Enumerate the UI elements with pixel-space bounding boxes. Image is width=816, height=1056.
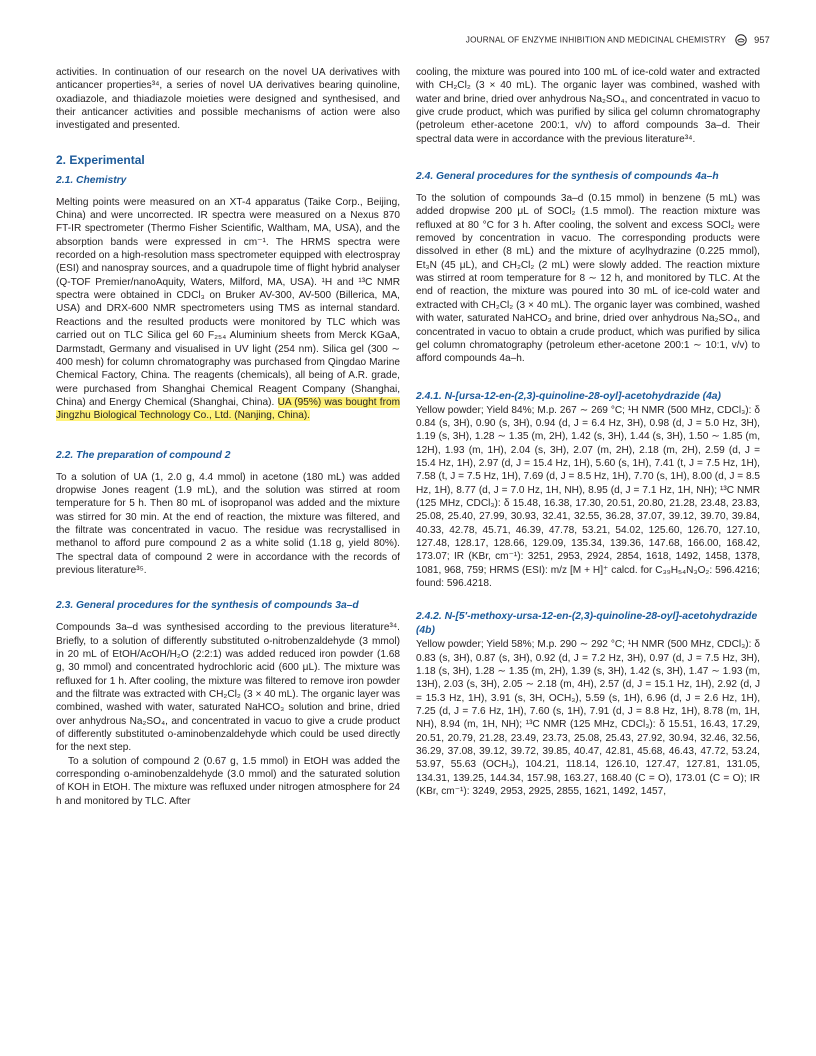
compounds-3a-d-paragraph-2: To a solution of compound 2 (0.67 g, 1.5 mmol) in EtOH was added the corresponding o-aminobenzaldehyde (3.0 mmol) and the saturated solution of KOH in EtOH. The mixture was refluxed under nitrogen atmosphere for 24 h and monitored by TLC. After bbox=[56, 755, 400, 807]
intro-paragraph: activities. In continuation of our research on the novel UA derivatives with anticancer properties³⁴, a series of novel UA derivatives bearing quinoline, oxadiazole, and thiadiazole moieties were designed and synthesised, and their anticancer activities and possible mechanisms of action were also investigated and presented. bbox=[56, 67, 400, 132]
subsection-heading-compound-2: 2.2. The preparation of compound 2 bbox=[56, 449, 231, 461]
compounds-4a-h-paragraph: To the solution of compounds 3a–d (0.15 mmol) in benzene (5 mL) was added dropwise 200 μL of SOCl₂ (1.5 mmol). The reaction mixture was refluxed at 80 °C for 3 h. After cooling, the solvent and excess SOCl₂ were removed by concentration in vacuo. The corresponding products were dissolved in ether (8 mL) and the mixture of acylhydrazine (0.225 mmol), Et₃N (45 μL), and CH₂Cl₂ (2 mL) were slowly added. The reaction mixture was stirred at room temperature for 8 ∼ 12 h, and monitored by TLC. At the end of reaction, the mixture was poured into 30 mL of ice-cold water and extracted with CH₂Cl₂ (3 × 40 mL). The organic layer was combined, washed with water, saturated NaHCO₃ and brine, dried over anhydrous Na₂SO₄, and concentrated in vacuo to obtain a crude product, which was purified by silica gel column chromatography (petroleum ether-acetone 200:1 ∼ 10:1, v/v) to afford compounds 4a–h. bbox=[416, 193, 760, 365]
highlighted-text: UA (95%) was bought from Jingzhu Biological Technology Co., Ltd. (Nanjing, China). bbox=[56, 396, 400, 422]
compound-4b-data: Yellow powder; Yield 58%; M.p. 290 ∼ 292 °C; ¹H NMR (500 MHz, CDCl₃): δ 0.83 (s, 3H), 0.87 (s, 3H), 0.92 (d, J = 7.2 Hz, 3H), 0.97 (d, J = 7.5 Hz, 3H), 1.18 (s, 3H), 1.28 ∼ 1.35 (m, 2H), 1.39 (s, 3H), 1.42 (s, 3H), 1.47 ∼ 1.93 (m, 13H), 2.03 (s, 3H), 2.05 ∼ 2.18 (m, 4H), 2.57 (d, J = 15.1 Hz, 1H), 2.92 (d, J = 15.3 Hz, 1H), 3.91 (s, 3H, OCH₃), 5.59 (s, 1H), 6.96 (d, J = 2.6 Hz, 1H), 7.25 (d, J = 7.6 Hz, 1H), 7.60 (s, 1H), 7.91 (d, J = 8.8 Hz, 1H), 8.78 (m, 1H, NH), 8.94 (m, 1H, NH); ¹³C NMR (125 MHz, CDCl₃): δ 15.51, 16.43, 17.29, 20.51, 20.79, 21.28, 23.49, 23.73, 25.08, 25.43, 27.92, 30.94, 32.46, 32.56, 36.29, 37.08, 39.12, 39.72, 39.85, 40.47, 42.81, 45.68, 46.43, 47.72, 53.24, 53.97, 55.63 (OCH₃), 104.21, 118.14, 126.10, 127.47, 127.81, 131.05, 134.31, 139.25, 144.34, 157.98, 163.27, 168.40 (C = O), 173.01 (C = O); IR (KBr, cm⁻¹): 3249, 2953, 2925, 2855, 1621, 1492, 1457, bbox=[416, 639, 760, 798]
compound-4a-data: Yellow powder; Yield 84%; M.p. 267 ∼ 269 °C; ¹H NMR (500 MHz, CDCl₃): δ 0.84 (s, 3H), 0.90 (s, 3H), 0.94 (d, J = 6.4 Hz, 3H), 0.98 (d, J = 5.0 Hz, 3H), 1.19 (s, 3H), 1.28 ∼ 1.35 (m, 2H), 1.42 (s, 3H), 1.44 (s, 3H), 1.50 ∼ 1.85 (m, 12H), 1.93 (m, 1H), 2.04 (s, 3H), 2.07 (m, 2H), 2.18 (m, 2H), 2.59 (d, J = 15.4 Hz, 1H), 2.97 (d, J = 15.4 Hz, 1H), 5.60 (s, 1H), 7.41 (t, J = 7.5 Hz, 1H), 7.58 (t, J = 7.5 Hz, 1H), 7.69 (d, J = 8.5 Hz, 1H), 7.70 (s, 1H), 8.00 (d, J = 8.5 Hz, 1H), 8.77 (d, J = 7.0 Hz, 1H, NH), 8.95 (d, J = 7.1 Hz, 1H, NH); ¹³C NMR (125 MHz, CDCl₃): δ 15.48, 16.38, 17.30, 20.51, 20.80, 21.28, 23.48, 23.83, 25.08, 25.40, 27.99, 30.93, 32.41, 32.55, 36.28, 37.07, 39.12, 39.70, 39.84, 40.33, 42.78, 45.71, 46.39, 47.78, 53.21, 54.02, 125.60, 126.70, 127.10, 127.48, 128.17, 128.66, 129.09, 135.34, 139.36, 147.68, 166.00, 168.42, 173.07; IR (KBr, cm⁻¹): 3251, 2953, 2924, 2854, 1618, 1492, 1458, 1378, 1081, 968, 759; HRMS (ESI): m/z [M + H]⁺ calcd. for C₃₉H₅₄N₃O₂: 596.4216; found: 596.4218. bbox=[416, 404, 760, 589]
subsection-heading-compound-4b: 2.4.2. N-[5′-methoxy-ursa-12-en-(2,3)-quinoline-28-oyl]-acetohydrazide (4b) bbox=[416, 611, 758, 637]
journal-logo-icon bbox=[735, 34, 747, 46]
subsection-heading-compound-4a: 2.4.1. N-[ursa-12-en-(2,3)-quinoline-28-oyl]-acetohydrazide (4a) bbox=[416, 390, 721, 402]
chemistry-paragraph bbox=[56, 196, 400, 423]
left-column bbox=[56, 66, 400, 808]
page-number: 957 bbox=[754, 35, 770, 45]
compound-2-paragraph: To a solution of UA (1, 2.0 g, 4.4 mmol) in acetone (180 mL) was added dropwise Jones reagent (1.9 mL), and the solution was stirred at room temperature for 5 h. Then 80 mL of isopropanol was added and the mixture was stirred for 30 min. At the end of reaction, the mixture was filtered, and the filtrate was concentrated in vacuo. The residue was recrystallised in methanol to afford pure compound 2 as a white solid (1.18 g, yield 80%). The spectral data of compound 2 were in accordance with the records of previous literature³⁵. bbox=[56, 471, 400, 576]
journal-name: JOURNAL OF ENZYME INHIBITION AND MEDICINAL CHEMISTRY bbox=[465, 35, 727, 45]
continuation-paragraph: cooling, the mixture was poured into 100 mL of ice-cold water and extracted with CH₂Cl₂ (3 × 40 mL). The organic layer was combined, washed with water and brine, dried over anhydrous Na₂SO₄, and concentrated in vacuo to give crude product, which was purified by silica gel column chromatography (petroleum ether-acetone 200:1, v/v) to afford compounds 3a–d. Their spectral data were in accordance with the previous literature³⁴. bbox=[416, 67, 760, 145]
subsection-heading-compounds-4a-h: 2.4. General procedures for the synthesis of compounds 4a–h bbox=[416, 171, 719, 183]
right-column bbox=[416, 66, 760, 798]
subsection-heading-compounds-3a-d: 2.3. General procedures for the synthesis of compounds 3a–d bbox=[56, 600, 359, 612]
chemistry-text: Melting points were measured on an XT-4 apparatus (Taike Corp., Beijing, China) and were uncorrected. IR spectra were measured on a Nexus 870 FT-IR spectrometer (Thermo Fisher Scientific, Waltham, MA, USA), and the absorption bands were expressed in cm⁻¹. The HRMS spectra were recorded on a high-resolution mass spectrometer equipped with electrospray (ESI) and nanospray sources, and a quadrupole time of flight hybrid analyser (Q-TOF Premier/nanoAquity, Waters, Milford, MA, USA). ¹H and ¹³C NMR spectra were obtained in CDCl₃ on Bruker AV-300, AV-500 (Billerica, MA, USA) and DRX-600 NMR spectrometers using TMS as internal standard. Reactions and the resulted products were monitored by TLC which was carried out on TLC Silica gel 60 F₂₅₄ Aluminium sheets from Merck KGaA, Darmstadt, Germany and visualised in UV light (254 nm). Silica gel (300 ∼ 400 mesh) for column chromatography was purchased from Qingdao Marine Chemical Factory, China. The reagents (chemicals), all being of A.R. grade, were purchased from Shanghai Chemical Reagent Company (Shanghai, China) and Energy Chemical (Shanghai, China). bbox=[56, 196, 400, 408]
running-header bbox=[420, 34, 770, 50]
compounds-3a-d-paragraph-1: Compounds 3a–d was synthesised according to the previous literature³⁴. Briefly, to a solution of differently substituted o-nitrobenzaldehyde (3 mmol) in 20 mL of EtOH/AcOH/H₂O (2:2:1) was added reduced iron powder (1.68 g, 30 mmol) and concentrated hydrochloric acid (600 μL). The mixture was refluxed for 1 h. After cooling, the mixture was filtered to remove iron powder and the filtrate was extracted with CH₂Cl₂ (3 × 40 mL). The organic layer was combined, washed with water, saturated NaHCO₃ solution and brine, dried over anhydrous Na₂SO₄, and concentrated in vacuo to give a crude product of differently substituted o-aminobenzaldehyde which could be used directly for the next step. bbox=[56, 622, 400, 754]
subsection-heading-chemistry: 2.1. Chemistry bbox=[56, 174, 127, 186]
section-heading-experimental: 2. Experimental bbox=[56, 152, 145, 167]
